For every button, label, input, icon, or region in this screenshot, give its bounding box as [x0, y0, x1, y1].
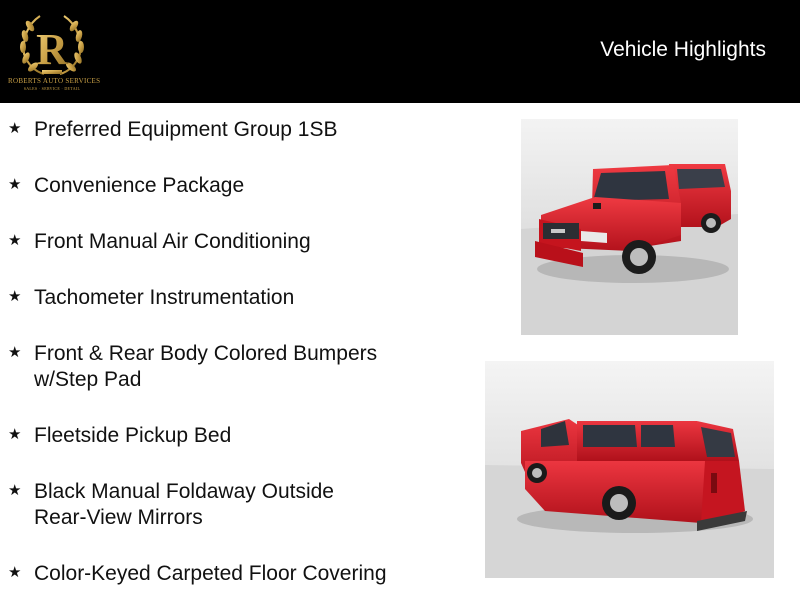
list-item: [8, 423, 448, 449]
list-item-text: Tachometer Instrumentation: [34, 286, 295, 309]
logo-name: ROBERTS AUTO SERVICES: [8, 77, 101, 85]
star-icon: ★: [8, 564, 22, 581]
list-item-text: Fleetside Pickup Bed: [34, 424, 232, 447]
logo-tagline: SALES · SERVICE · DETAIL: [23, 86, 81, 91]
list-item-text: Black Manual Foldaway Outside Rear-View Mirrors: [34, 480, 334, 529]
star-icon: ★: [8, 344, 22, 361]
list-item-text: Front Manual Air Conditioning: [34, 230, 311, 253]
list-item: [8, 285, 448, 311]
star-icon: ★: [8, 426, 22, 443]
list-item: [8, 561, 448, 587]
logo-letter: R: [36, 25, 68, 74]
highlights-list: [8, 117, 448, 587]
truck-front-image: [521, 119, 738, 335]
dealer-logo[interactable]: [8, 8, 101, 92]
truck-rear-photo[interactable]: [485, 361, 774, 578]
list-item: [8, 117, 448, 143]
list-item: [8, 229, 448, 255]
star-icon: ★: [8, 120, 22, 137]
list-item: [8, 341, 448, 393]
star-icon: ★: [8, 288, 22, 305]
star-icon: ★: [8, 176, 22, 193]
star-icon: ★: [8, 232, 22, 249]
list-item: [8, 173, 448, 199]
header-bar: [0, 0, 800, 103]
star-icon: ★: [8, 482, 22, 499]
list-item-text: Convenience Package: [34, 174, 245, 197]
truck-rear-image: [485, 361, 774, 578]
page-title: Vehicle Highlights: [600, 38, 766, 61]
list-item-text: Preferred Equipment Group 1SB: [34, 118, 338, 141]
truck-front-photo[interactable]: [521, 119, 738, 335]
list-item: [8, 479, 448, 531]
list-item-text: Front & Rear Body Colored Bumpers w/Step Pad: [34, 342, 378, 391]
list-item-text: Color-Keyed Carpeted Floor Covering: [34, 562, 387, 585]
